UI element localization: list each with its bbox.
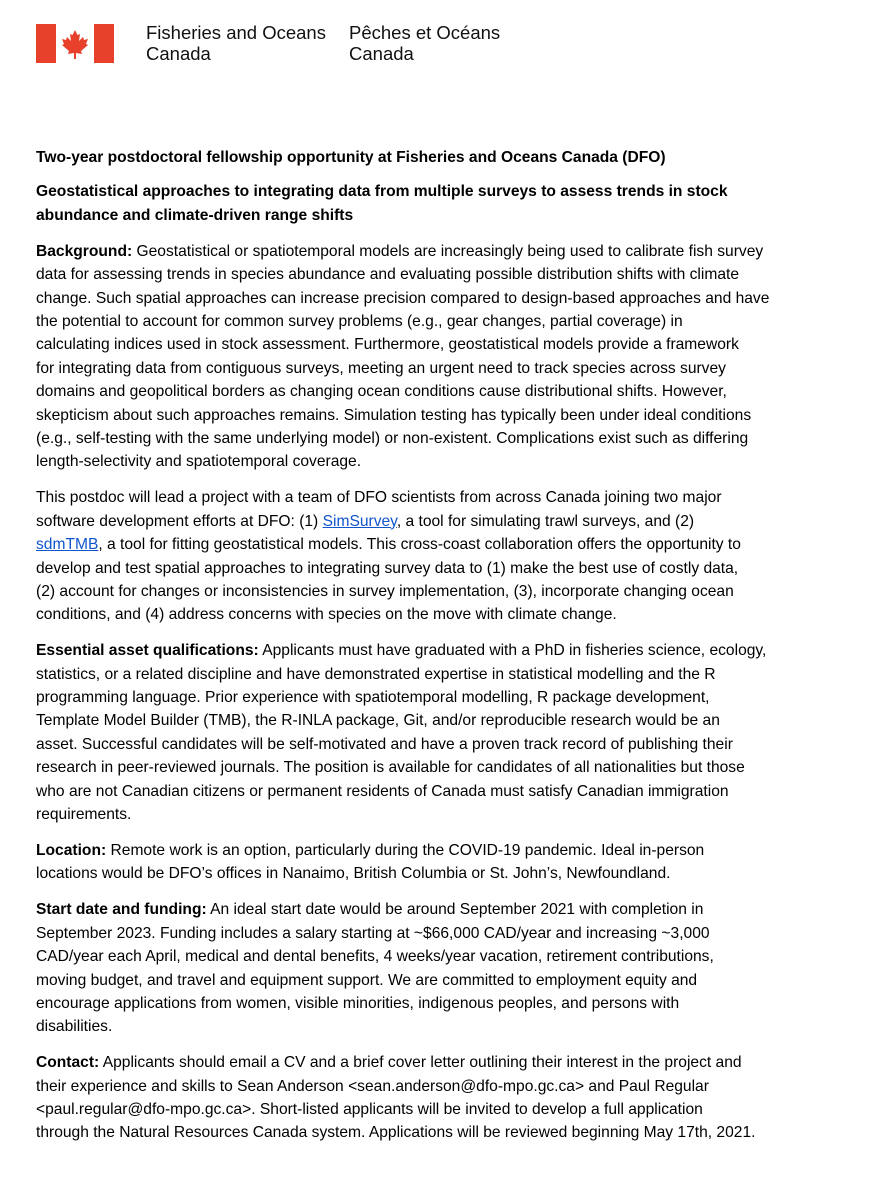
- text-line: moving budget, and travel and equipment support. We are committed to employment equity and: [36, 971, 698, 989]
- text-line: This postdoc will lead a project with a team of DFO scientists from across Canada joining two major: [36, 489, 722, 507]
- document-subtitle: [36, 180, 856, 227]
- document-title: [36, 146, 856, 169]
- text-line: who are not Canadian citizens or permanent residents of Canada must satisfy Canadian immigration: [36, 782, 729, 800]
- subtitle-line: abundance and climate-driven range shifts: [36, 206, 354, 224]
- text-line: change. Such spatial approaches can increase precision compared to design-based approaches and have: [36, 289, 770, 307]
- section-label: Essential asset qualifications:: [36, 642, 259, 660]
- text-line: requirements.: [36, 806, 132, 824]
- paragraph-qualifications: [36, 639, 856, 826]
- link-sdmtmb[interactable]: sdmTMB: [36, 536, 99, 554]
- text-segment: , a tool for fitting geostatistical models. This cross-coast collaboration offers the opportunity to: [98, 536, 741, 554]
- text-segment: Applicants must have graduated with a PhD in fisheries science, ecology,: [258, 642, 767, 660]
- section-label: Start date and funding:: [36, 901, 207, 919]
- text-line: encourage applications from women, visible minorities, indigenous peoples, and persons with: [36, 994, 680, 1012]
- subtitle-line: Geostatistical approaches to integrating data from multiple surveys to assess trends in stock: [36, 183, 728, 201]
- text-line: (2) account for changes or inconsistencies in survey implementation, (3), incorporate changing ocean: [36, 582, 734, 600]
- org-en-line2: Canada: [146, 43, 211, 64]
- canada-flag-logo: [36, 24, 114, 63]
- org-fr-line2: Canada: [349, 43, 414, 64]
- text-line: [36, 533, 856, 556]
- org-name-en: [146, 22, 326, 64]
- text-line: their experience and skills to Sean Anderson <sean.anderson@dfo-mpo.gc.ca> and Paul Regular: [36, 1077, 709, 1095]
- text-segment: , a tool for simulating trawl surveys, and (2): [396, 512, 695, 530]
- text-line: conditions, and (4) address concerns with species on the move with climate change.: [36, 606, 617, 624]
- text-line: skepticism about such approaches remains. Simulation testing has typically been under ideal conditions: [36, 406, 752, 424]
- maple-leaf-icon: [60, 29, 90, 59]
- title-text: Two-year postdoctoral fellowship opportunity at Fisheries and Oceans Canada (DFO): [36, 149, 666, 166]
- text-segment: An ideal start date would be around September 2021 with completion in: [206, 901, 704, 919]
- text-line: [36, 240, 856, 263]
- text-segment: Applicants should email a CV and a brief cover letter outlining their interest in the project and: [99, 1054, 742, 1072]
- text-line: programming language. Prior experience with spatiotemporal modelling, R package development,: [36, 689, 710, 707]
- text-line: disabilities.: [36, 1018, 113, 1036]
- paragraph-background: [36, 240, 856, 474]
- text-line: through the Natural Resources Canada system. Applications will be reviewed beginning May 17th, 2021.: [36, 1124, 756, 1142]
- text-line: [36, 510, 856, 533]
- text-line: statistics, or a related discipline and have demonstrated expertise in statistical modelling and the R: [36, 665, 716, 683]
- text-line: [36, 1051, 856, 1074]
- text-line: [36, 839, 856, 862]
- org-en-line1: Fisheries and Oceans: [146, 22, 326, 43]
- text-line: asset. Successful candidates will be self-motivated and have a proven track record of publishing their: [36, 735, 733, 753]
- section-label: Background:: [36, 242, 133, 260]
- text-line: research in peer-reviewed journals. The position is available for candidates of all nationalities but those: [36, 759, 745, 777]
- text-line: for integrating data from contiguous surveys, meeting an urgent need to track species across survey: [36, 359, 726, 377]
- link-simsurvey[interactable]: SimSurvey: [322, 512, 397, 530]
- text-line: develop and test spatial approaches to integrating survey data to (1) make the best use of costly data,: [36, 559, 739, 577]
- text-line: the potential to account for common survey problems (e.g., gear changes, partial coverage) in: [36, 312, 683, 330]
- text-line: <paul.regular@dfo-mpo.gc.ca>. Short-listed applicants will be invited to develop a full application: [36, 1101, 703, 1119]
- text-line: calculating indices used in stock assessment. Furthermore, geostatistical models provide a framework: [36, 336, 739, 354]
- document-body: [36, 146, 856, 1157]
- section-label: Contact:: [36, 1054, 100, 1072]
- text-line: CAD/year each April, medical and dental benefits, 4 weeks/year vacation, retirement contributions,: [36, 948, 714, 966]
- text-segment: Remote work is an option, particularly during the COVID-19 pandemic. Ideal in-person: [106, 841, 705, 859]
- text-line: [36, 898, 856, 921]
- text-line: September 2023. Funding includes a salary starting at ~$66,000 CAD/year and increasing ~3,000: [36, 924, 710, 942]
- paragraph-location: [36, 839, 856, 886]
- text-line: [36, 639, 856, 662]
- org-name-fr: [349, 22, 500, 64]
- org-fr-line1: Pêches et Océans: [349, 22, 501, 43]
- text-line: (e.g., self-testing with the same underlying model) or non-existent. Complications exist such as differing: [36, 429, 749, 447]
- text-line: locations would be DFO’s offices in Nanaimo, British Columbia or St. John’s, Newfoundland.: [36, 865, 671, 883]
- text-segment: software development efforts at DFO: (1): [36, 512, 323, 530]
- text-line: Template Model Builder (TMB), the R-INLA package, Git, and/or reproducible research would be an: [36, 712, 720, 730]
- paragraph-start-date-funding: [36, 898, 856, 1038]
- text-line: length-selectivity and spatiotemporal coverage.: [36, 453, 362, 471]
- text-line: domains and geopolitical borders as changing ocean conditions cause distributional shifts. However,: [36, 383, 727, 401]
- section-label: Location:: [36, 841, 107, 859]
- paragraph-contact: [36, 1051, 856, 1145]
- paragraph-project: [36, 486, 856, 626]
- text-segment: Geostatistical or spatiotemporal models are increasingly being used to calibrate fish survey: [132, 242, 764, 260]
- text-line: data for assessing trends in species abundance and evaluating possible distribution shifts with climate: [36, 266, 739, 284]
